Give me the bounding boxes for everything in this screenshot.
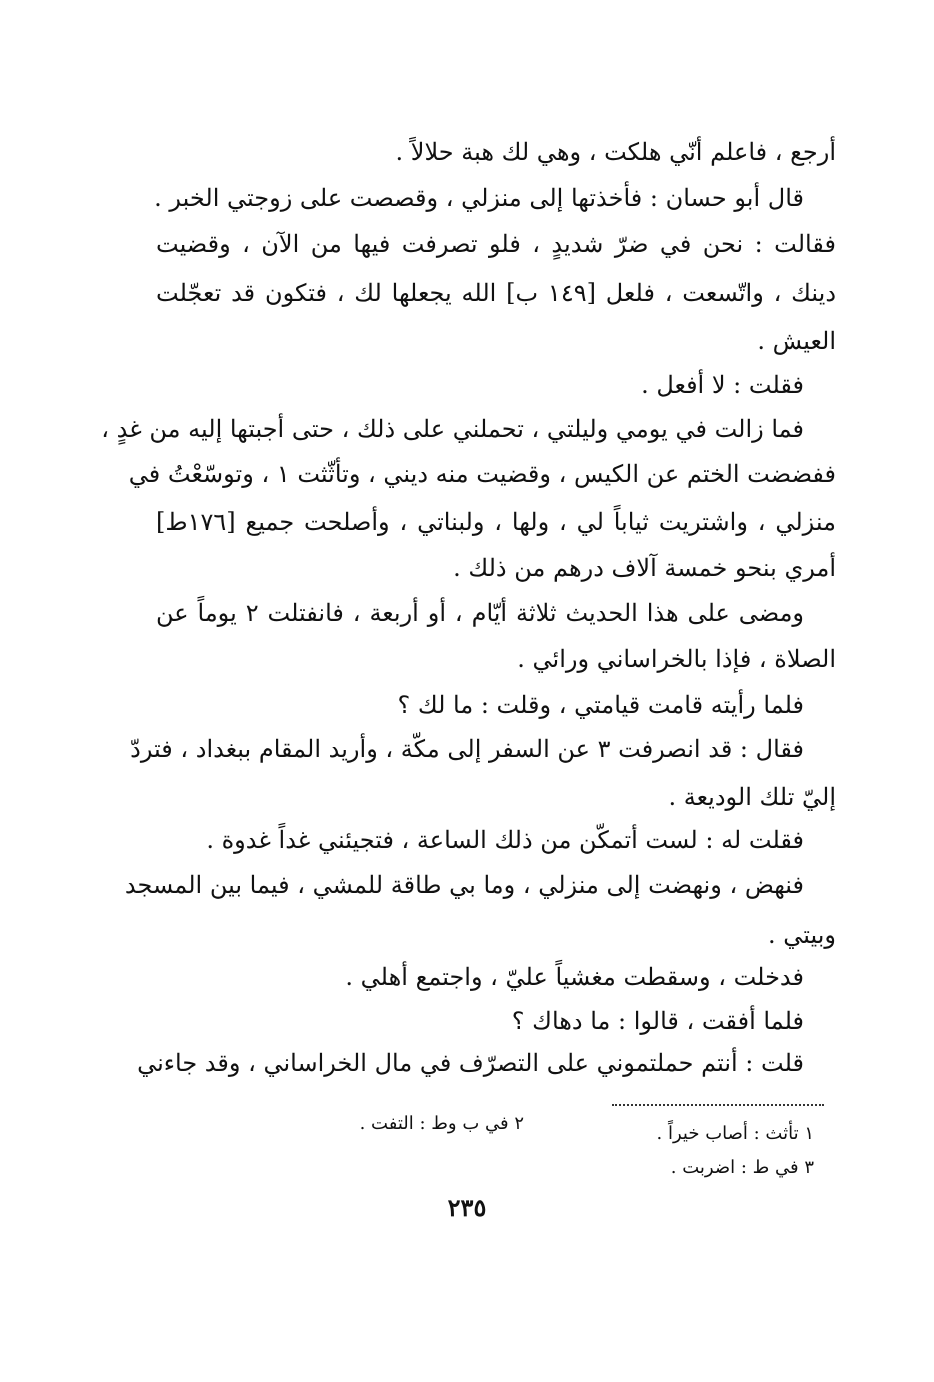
text-line-2: قال أبو حسان : فأخذتها إلى منزلي ، وقصصت على زوجتي الخبر . [154, 184, 804, 212]
footnote-divider [612, 1104, 824, 1106]
text-line-1: أرجع ، فاعلم أنّي هلكت ، وهي لك هبة حلالاً . [395, 138, 836, 166]
footnote-3: ٣ في ط : اضربت . [670, 1157, 814, 1178]
text-line-16: فقلت له : لست أتمكّن من ذلك الساعة ، فتجيئني غداً غدوة . [206, 826, 804, 854]
text-line-19: فدخلت ، وسقطت مغشياً عليّ ، واجتمع أهلي . [345, 963, 804, 991]
text-line-20: فلما أفقت ، قالوا : ما دهاك ؟ [511, 1007, 804, 1035]
text-line-6: فقلت : لا أفعل . [641, 371, 804, 399]
text-line-21: قلت : أنتم حملتموني على التصرّف في مال الخراساني ، وقد جاءني [137, 1049, 804, 1077]
text-line-10: أمري بنحو خمسة آلاف درهم من ذلك . [453, 554, 836, 582]
text-line-15: إليّ تلك الوديعة . [668, 783, 836, 811]
footnote-1: ١ تأثث : أصاب خيراً . [656, 1123, 814, 1144]
text-line-17: فنهض ، ونهضت إلى منزلي ، وما بي طاقة للمشي ، فيما بين المسجد [124, 871, 804, 899]
text-line-14: فقال : قد انصرفت ٣ عن السفر إلى مكّة ، وأريد المقام ببغداد ، فتردّ [130, 735, 804, 763]
text-line-9: منزلي ، واشتريت ثياباً لي ، ولها ، ولبناتي ، وأصلحت جميع [١٧٦ط] [156, 508, 836, 536]
text-line-12: الصلاة ، فإذا بالخراساني ورائي . [517, 645, 836, 673]
text-line-3: فقالت : نحن في ضرّ شديدٍ ، فلو تصرفت فيها من الآن ، وقضيت [156, 230, 836, 258]
text-line-18: وبيتي . [767, 921, 836, 949]
text-line-4: دينك ، واتّسعت ، فلعل [١٤٩ ب] الله يجعلها لك ، فتكون قد تعجّلت [156, 279, 837, 307]
text-line-13: فلما رأيته قامت قيامتي ، وقلت : ما لك ؟ [397, 691, 804, 719]
text-line-5: العيش . [757, 327, 836, 355]
text-line-7: فما زالت في يومي وليلتي ، تحملني على ذلك ، حتى أجبتها إليه من غدٍ ، [101, 415, 804, 443]
text-line-11: ومضى على هذا الحديث ثلاثة أيّام ، أو أربعة ، فانفتلت ٢ يوماً عن [156, 599, 805, 627]
footnote-2: ٢ في ب وط : التفت . [359, 1113, 524, 1134]
text-line-8: ففضضت الختم عن الكيس ، وقضيت منه ديني ، وتأثّثت ١ ، وتوسّعْتُ في [128, 460, 836, 488]
page-number: ٢٣٥ [447, 1193, 487, 1222]
